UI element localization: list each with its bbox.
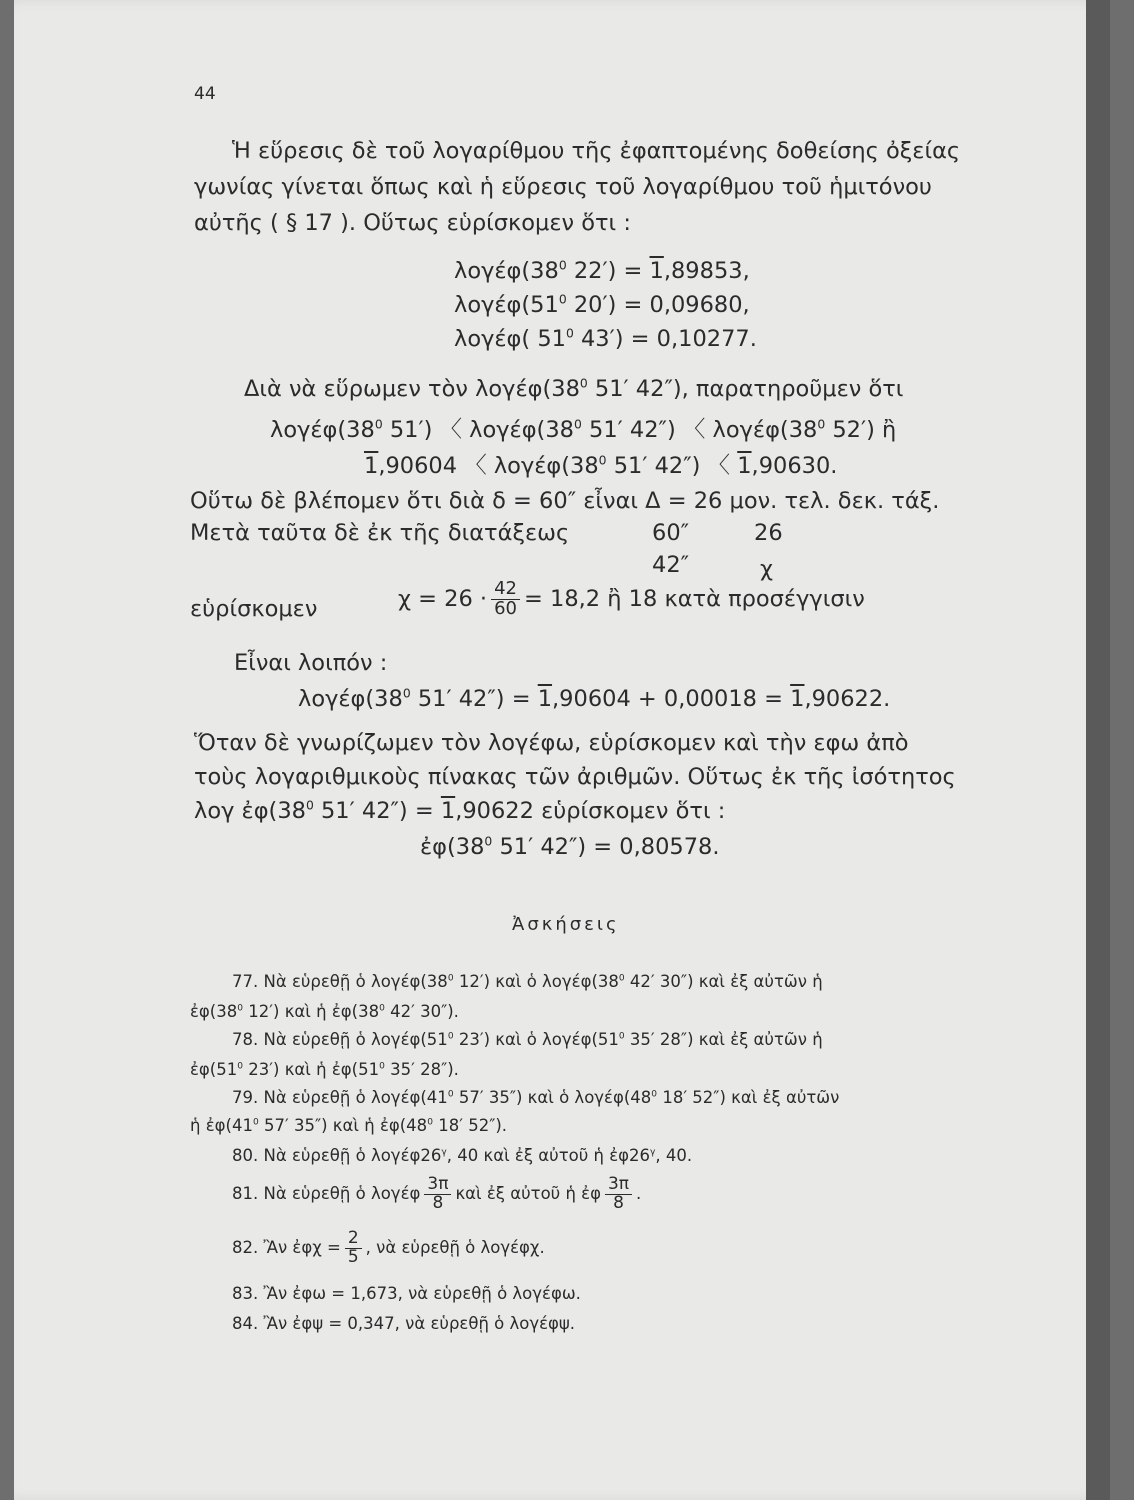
text-line: Εἶναι λοιπόν : — [234, 650, 388, 676]
inequality-line-1: $\lambda o\gamma έ\varphi(38^0$ 51′) 〈 $\lambda o\gamma έ\varphi(38^0$ 51′ 42″) 〈 $\lambda o\gamma έ\varphi(38^0$ 52′) ἢ — [270, 417, 897, 443]
exercise-77: 77. Νὰ εὑρεθῇ ὁ $\lambda o\gamma έ\varphi(38^0$ 12′) καὶ ὁ $\lambda o\gamma έ\varphi(38^0$ 42′ 30″) καὶ ἐξ αὐτῶν ἡ — [232, 972, 823, 991]
exercise-78-cont: $ἐ\varphi(51^0$ 23′) καὶ ἡ $ἐ\varphi(51^0$ 35′ 28″). — [190, 1060, 459, 1079]
exercise-79: 79. Νὰ εὑρεθῇ ὁ $\lambda o\gamma έ\varphi(41^0$ 57′ 35″) καὶ ὁ $\lambda o\gamma έ\varphi(48^0$ 18′ 52″) καὶ ἐξ αὐτῶν — [232, 1088, 840, 1107]
exercise-84: 84. Ἂν ἐφψ = 0,347, νὰ εὑρεθῇ ὁ λογέφψ. — [232, 1314, 576, 1333]
exercise-83: 83. Ἂν ἐφω = 1,673, νὰ εὑρεθῇ ὁ λογέφω. — [232, 1284, 581, 1303]
equation-log-tan-51-20: $\lambda o\gamma έ\varphi(51^0$ 20′) = 0,09680, — [454, 292, 750, 318]
table-cell: 26 — [754, 520, 783, 546]
text-line: Διὰ νὰ εὕρωμεν τὸν $\lambda o\gamma έ\varphi(38^0$ 51′ 42″), παρατηροῦμεν ὅτι — [244, 376, 904, 402]
equation-final: $ἐ\varphi(38^0$ 51′ 42″) = 0,80578. — [420, 834, 720, 860]
text-line: Οὕτω δὲ βλέπομεν ὅτι διὰ δ = 60″ εἶναι Δ = 26 μον. τελ. δεκ. τάξ. — [190, 488, 940, 514]
text-line: αὐτῆς ( § 17 ). Οὕτως εὑρίσκομεν ὅτι : — [194, 210, 631, 236]
page-number: 44 — [194, 84, 216, 104]
exercises-heading: Ἀσκήσεις — [512, 914, 620, 935]
text-line: Ἡ εὕρεσις δὲ τοῦ λογαρίθμου τῆς ἐφαπτομένης δοθείσης ὀξείας — [232, 138, 961, 164]
equation-log-tan-38-22: $\lambda o\gamma έ\varphi(38^0$ 22′) = 1,89853, — [454, 258, 750, 284]
exercise-80: 80. Νὰ εὑρεθῇ ὁ $\lambda o\gamma έ\varphi 26^\gamma$, 40 καὶ ἐξ αὐτοῦ ἡ $ἐ\varphi 26^\gamma$, 40. — [232, 1146, 693, 1165]
inequality-line-2: 1,90604 〈 $\lambda o\gamma έ\varphi(38^0$ 51′ 42″) 〈 1,90630. — [364, 453, 838, 479]
book-page — [14, 0, 1110, 1500]
book-spine-shadow — [1086, 0, 1110, 1500]
exercise-81: 81. Νὰ εὑρεθῇ ὁ λογέφ $\frac{3\pi}{8}$ καὶ ἐξ αὐτοῦ ἡ ἐφ $\frac{3\pi}{8}$ . — [232, 1174, 642, 1213]
exercise-78: 78. Νὰ εὑρεθῇ ὁ $\lambda o\gamma έ\varphi(51^0$ 23′) καὶ ὁ $\lambda o\gamma έ\varphi(51^0$ 35′ 28″) καὶ ἐξ αὐτῶν ἡ — [232, 1030, 823, 1049]
text-line: εὑρίσκομεν — [190, 596, 318, 622]
text-line: Μετὰ ταῦτα δὲ ἐκ τῆς διατάξεως — [190, 520, 570, 546]
text-line: Ὅταν δὲ γνωρίζωμεν τὸν λογέφω, εὑρίσκομεν καὶ τὴν εφω ἀπὸ — [194, 730, 909, 756]
table-cell: 42″ — [652, 552, 690, 578]
equation-log-tan-51-43: λογέφ( $51^0$ 43′) = 0,10277. — [454, 326, 757, 352]
exercise-77-cont: $ἐ\varphi(38^0$ 12′) καὶ ἡ $ἐ\varphi(38^0$ 42′ 30″). — [190, 1002, 459, 1021]
table-cell: 60″ — [652, 520, 690, 546]
text-line: τοὺς λογαριθμικοὺς πίνακας τῶν ἀριθμῶν. Οὕτως ἐκ τῆς ἰσότητος — [194, 764, 956, 790]
table-cell: χ — [760, 556, 773, 582]
equation-result: $\lambda o\gamma έ\varphi(38^0$ 51′ 42″) = 1,90604 + 0,00018 = 1,90622. — [298, 686, 891, 712]
exercise-79-cont: ἡ $ἐ\varphi(41^0$ 57′ 35″) καὶ ἡ $ἐ\varphi(48^0$ 18′ 52″). — [190, 1116, 508, 1135]
text-line: γωνίας γίνεται ὅπως καὶ ἡ εὕρεσις τοῦ λογαρίθμου τοῦ ἡμιτόνου — [194, 174, 932, 200]
equation-x: χ = 26 · $\frac{42}{60}$ = 18,2 ἢ 18 κατὰ προσέγγισιν — [398, 578, 865, 619]
text-line: λογ $ἐ\varphi(38^0$ 51′ 42″) = 1,90622 εὑρίσκομεν ὅτι : — [194, 798, 726, 824]
exercise-82: 82. Ἂν ἐφχ = $\frac{2}{5}$ , νὰ εὑρεθῇ ὁ λογέφχ. — [232, 1228, 545, 1267]
